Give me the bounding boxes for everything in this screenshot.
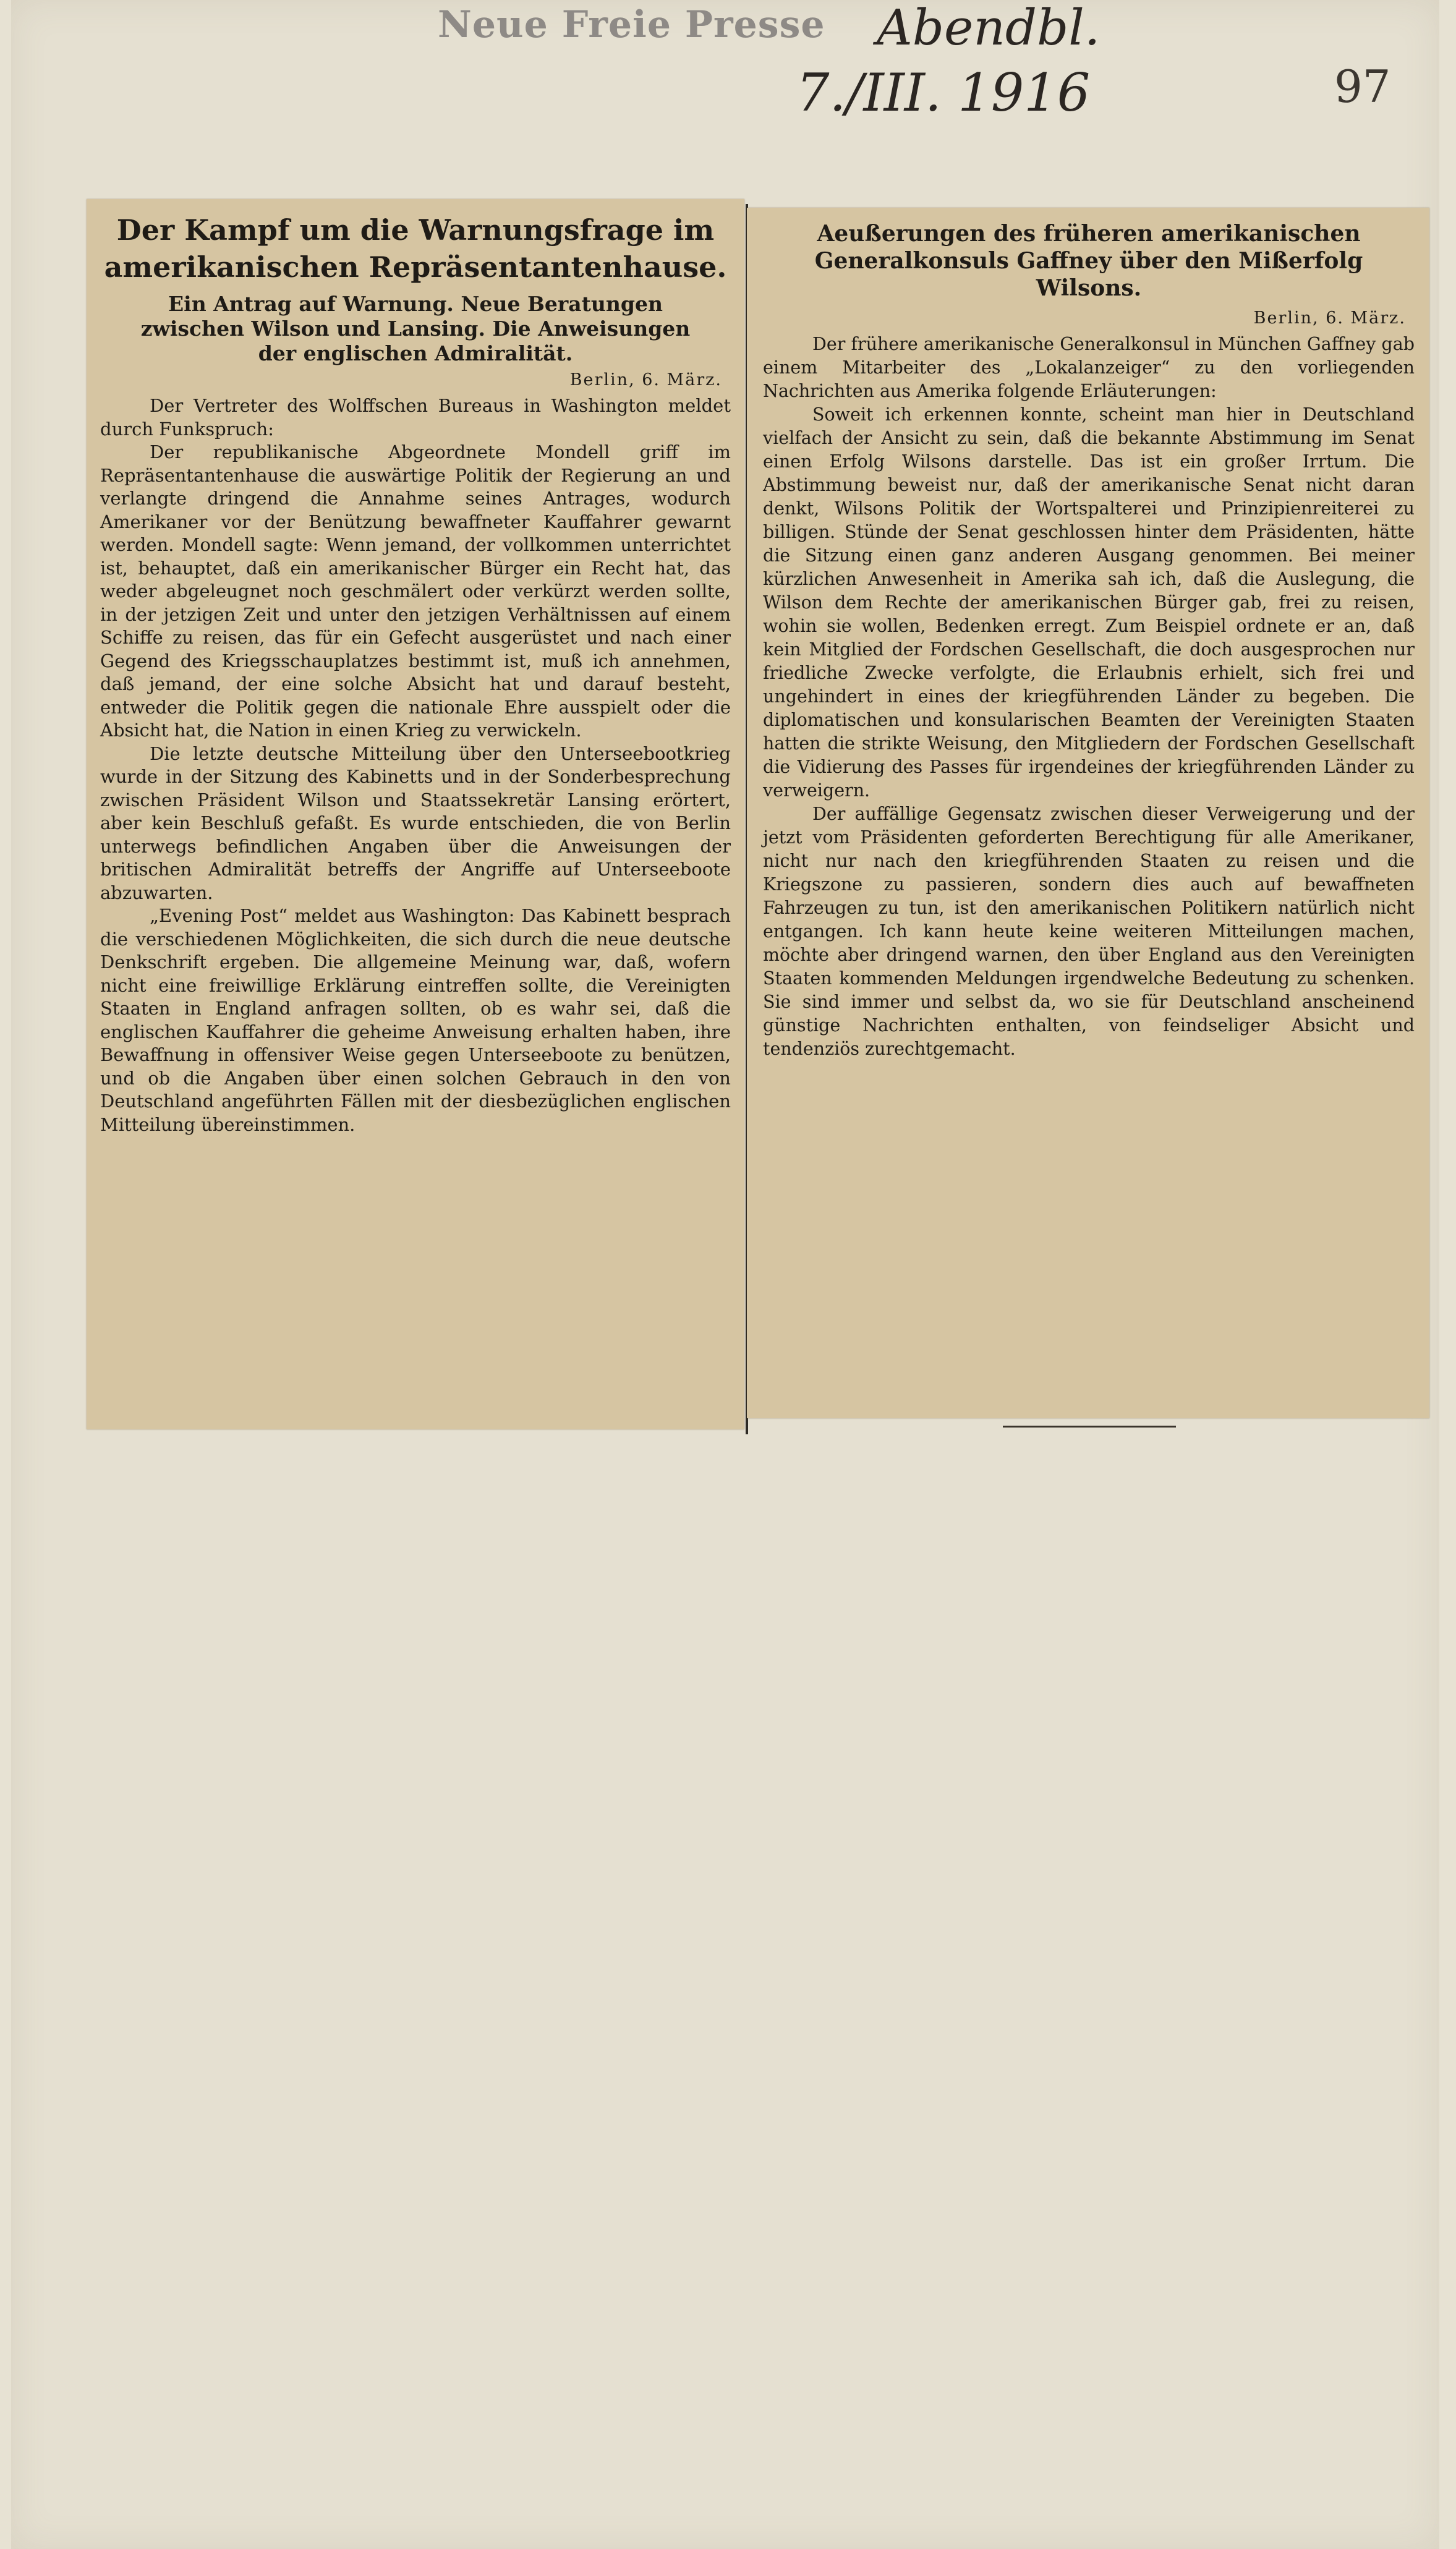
left-paragraph: Der Vertreter des Wolffschen Bureaus in Washington meldet durch Funkspruch: [100,395,731,440]
right-paragraph: Der auffällige Gegensatz zwischen dieser Verweigerung und der jetzt vom Präsidenten geforderten Berechtigung für alle Amerikaner, nicht nur nach den kriegführenden Staaten zu reisen und die Kriegszone zu passieren, sondern dies auch auf bewaffneten Fahrzeugen zu tun, ist den amerikanischen Politikern natürlich nicht entgangen. Ich kann heute keine weiteren Mitteilungen machen, möchte aber dringend warnen, den über England aus den Vereinigten Staaten kommenden Meldungen irgendwelche Bedeutung zu schenken. Sie sind immer und selbst da, wo sie für Deutschland anscheinend günstige Nachrichten enthalten, von feindseliger Absicht und tendenziös zurechtgemacht. [763,804,1415,1059]
handwritten-date: 7./III. 1916 [796,62,1091,123]
right-headline: Aeußerungen des früheren amerikanischen Generalkonsuls Gaffney über den Mißerfolg Wilsons. [814,221,1363,301]
left-paragraph: „Evening Post“ meldet aus Washington: Das Kabinett besprach die verschiedenen Möglichkeiten, die sich durch die neue deutsche Denkschrift ergeben. Die allgemeine Meinung war, daß, wofern nicht eine freiwillige Erklärung eintreffen sollte, die Vereinigten Staaten in England anfragen sollten, ob es wahr sei, daß die englischen Kauffahrer die geheime Anweisung erhalten haben, ihre Bewaffnung in offensiver Weise gegen Unterseeboote zu benützen, und ob die Angaben über einen solchen Gebrauch in den von Deutschland angeführten Fällen mit der diesbezüglichen englischen Mitteilung übereinstimmen. [100,905,731,1135]
right-paragraph: Soweit ich erkennen konnte, scheint man hier in Deutschland vielfach der Ansicht zu sein, daß die bekannte Abstimmung im Senat einen Erfolg Wilsons darstelle. Das ist ein großer Irrtum. Die Abstimmung beweist nur, daß der amerikanische Senat nicht daran denkt, Wilsons Politik der Wortspalterei und Prinzipienreiterei zu billigen. Stünde der Senat geschlossen hinter dem Präsidenten, hätte die Sitzung einen ganz anderen Ausgang genommen. Bei meiner kürzlichen Anwesenheit in Amerika sah ich, daß die Auslegung, die Wilson dem Rechte der amerikanischen Bürger gab, frei zu reisen, wohin sie wollen, Bedenken erregt. Zum Beispiel ordnete er an, daß kein Mitglied der Fordschen Gesellschaft, die doch ausgesprochen nur friedliche Zwecke verfolgte, die Erlaubnis erhielt, sich frei und ungehindert in eines der kriegführenden Länder zu begeben. Die diplomatischen und konsularischen Beamten der Vereinigten Staaten hatten die strikte Weisung, den Mitgliedern der Fordschen Gesellschaft die Vidierung des Passes für irgendeines der kriegführenden Länder zu verweigern. [763,404,1415,801]
right-dateline: Berlin, 6. März. [1253,309,1406,328]
left-subhead: Ein Antrag auf Warnung. Neue Beratungen zwischen Wilson und Lansing. Die Anweisungen der englischen Admiralität. [140,292,691,365]
newspaper-stamp: Neue Freie Presse [438,3,825,46]
left-article-clipping [87,199,744,1429]
page-number: 97 [1334,61,1391,113]
left-headline: Der Kampf um die Warnungsfrage im amerikanischen Repräsentantenhause. [104,213,727,284]
right-article-clipping [747,208,1429,1418]
end-rule [1003,1426,1176,1428]
left-paragraph: Der republikanische Abgeordnete Mondell griff im Repräsentantenhause die auswärtige Politik der Regierung an und verlangte dringend die Annahme seines Antrages, wodurch Amerikaner vor der Benützung bewaffneter Kauffahrer gewarnt werden. Mondell sagte: Wenn jemand, der vollkommen unterrichtet ist, behauptet, daß ein amerikanischer Bürger ein Recht hat, das weder abgeleugnet noch geschmälert oder verkürzt werden sollte, in der jetzigen Zeit und unter den jetzigen Verhältnissen auf einem Schiffe zu reisen, das für ein Gefecht ausgerüstet und nach einer Gegend des Kriegsschauplatzes bestimmt ist, muß ich annehmen, daß jemand, der eine solche Absicht hat und darauf besteht, entweder die Politik gegen die nationale Ehre ausspielt oder die Absicht hat, die Nation in einen Krieg zu verwickeln. [100,441,731,741]
handwritten-edition: Abendbl. [877,0,1101,56]
right-paragraph: Der frühere amerikanische Generalkonsul in München Gaffney gab einem Mitarbeiter des „Lokalanzeiger“ zu den vorliegenden Nachrichten aus Amerika folgende Erläuterungen: [763,334,1415,401]
left-paragraph: Die letzte deutsche Mitteilung über den Unterseebootkrieg wurde in der Sitzung des Kabinetts und in der Sonderbesprechung zwischen Präsident Wilson und Staatssekretär Lansing erörtert, aber kein Beschluß gefaßt. Es wurde entschieden, die von Berlin unterwegs befindlichen Angaben über die Anweisungen der britischen Admiralität betreffs der Angriffe auf Unterseeboote abzuwarten. [100,743,731,903]
left-dateline: Berlin, 6. März. [569,370,722,389]
